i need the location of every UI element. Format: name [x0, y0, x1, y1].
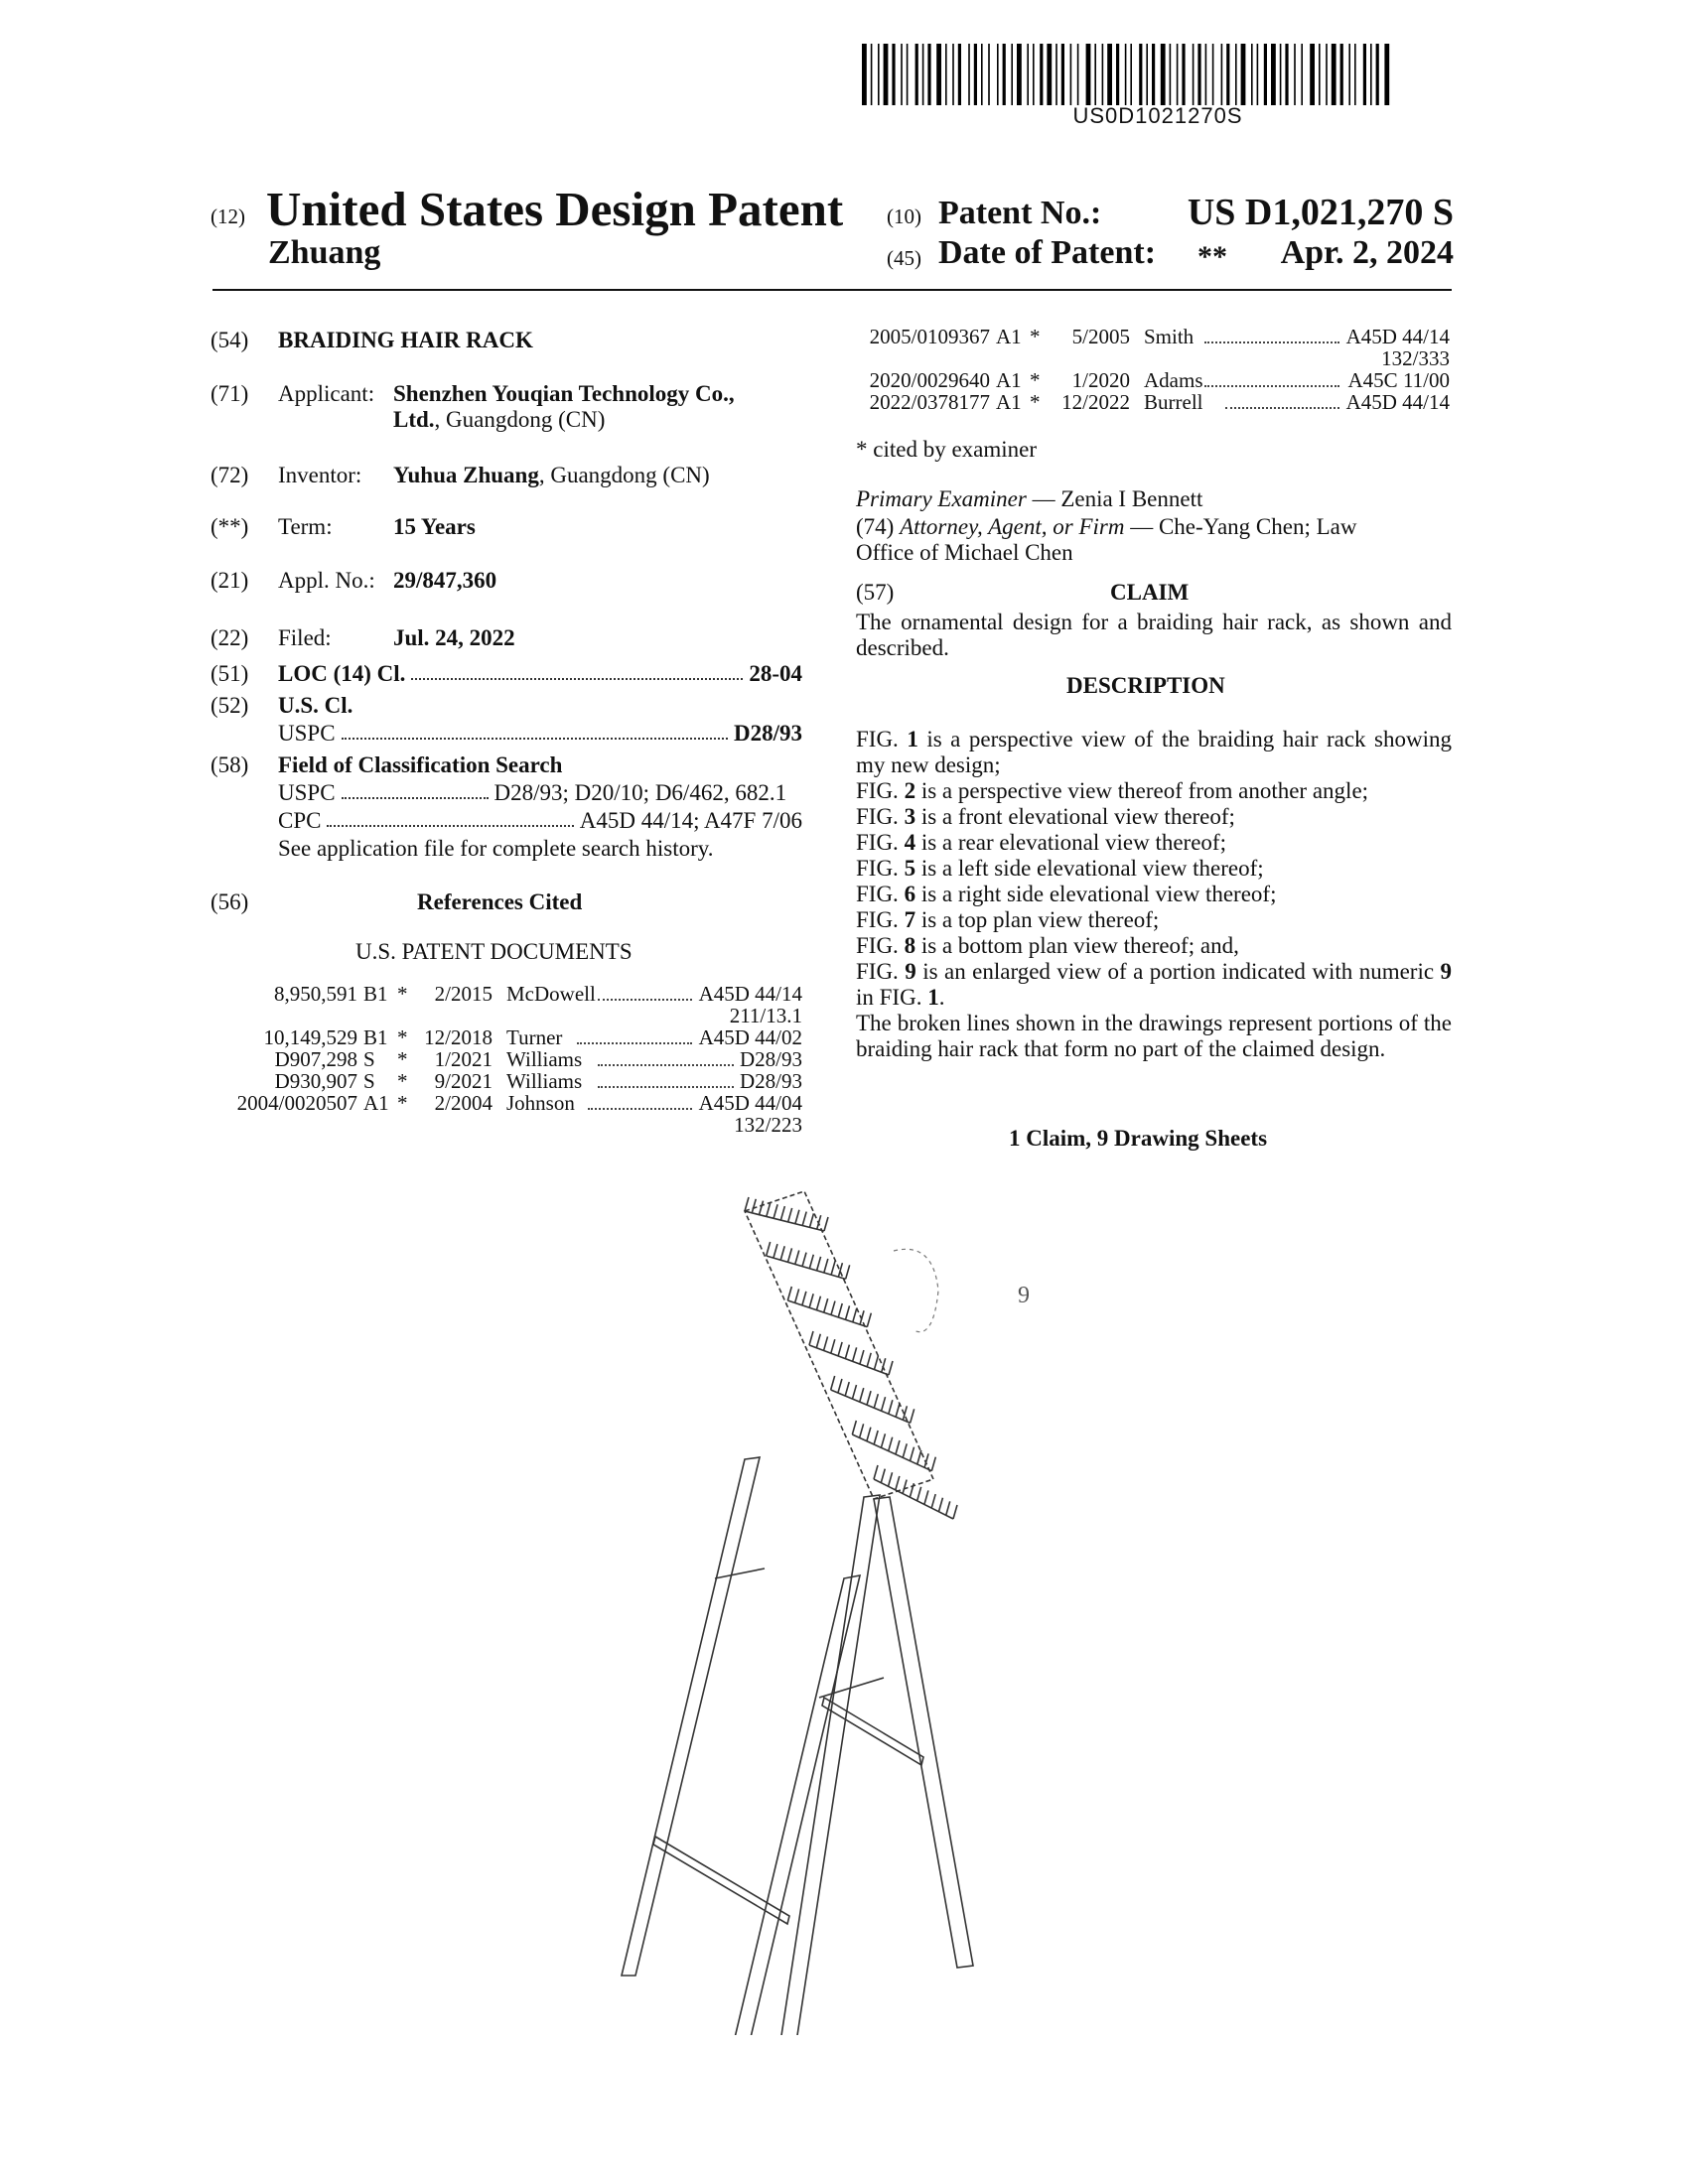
rack-peg: [802, 1292, 806, 1305]
barcode-bar: [907, 44, 909, 105]
reference-kind: S: [363, 1069, 375, 1093]
reference-kind: B1: [363, 1025, 388, 1049]
front-right-leg: [778, 1495, 880, 2035]
reference-date: 1/2020: [1071, 368, 1130, 392]
barcode-bar: [1094, 44, 1096, 105]
reference-secondary-class: 132/333: [1381, 346, 1450, 370]
rack-peg: [953, 1505, 957, 1519]
barcode-bar: [1077, 44, 1079, 105]
reference-name: Williams: [506, 1047, 583, 1071]
barcode-bar: [1257, 44, 1259, 105]
reference-star: *: [1030, 368, 1041, 392]
barcode-bar: [1130, 44, 1132, 105]
us-cl-label: U.S. Cl.: [278, 693, 353, 718]
barcode-bar: [1376, 44, 1379, 105]
barcode-bar: [862, 44, 867, 105]
rack-peg: [896, 1440, 900, 1454]
rack-peg: [881, 1433, 885, 1447]
reference-name: Turner: [506, 1025, 563, 1049]
barcode-bar: [1146, 44, 1148, 105]
reference-date: 1/2021: [434, 1047, 492, 1071]
claims-summary: 1 Claim, 9 Drawing Sheets: [1009, 1126, 1268, 1151]
barcode-bar: [1161, 44, 1166, 105]
rack-peg: [795, 1210, 799, 1224]
barcode-bar: [1182, 44, 1185, 105]
claim-heading: CLAIM: [1110, 580, 1190, 605]
leader-dots: [1204, 326, 1340, 343]
rack-peg: [860, 1424, 864, 1437]
barcode-bar: [1116, 44, 1119, 105]
code-52: (52): [211, 693, 249, 718]
rack-peg: [852, 1421, 856, 1434]
rack-peg: [824, 1217, 828, 1231]
rack-peg: [838, 1379, 842, 1393]
barcode-bar: [915, 44, 918, 105]
rack-peg: [867, 1353, 871, 1367]
reference-date: 12/2018: [424, 1025, 492, 1049]
barcode-bar: [997, 44, 999, 105]
callout-number: 9: [1018, 1283, 1030, 1308]
barcode-bar: [1251, 44, 1253, 105]
applicant-place: , Guangdong (CN): [434, 407, 606, 432]
reference-num: D930,907: [274, 1069, 357, 1093]
reference-star: *: [397, 982, 408, 1006]
rack-peg: [802, 1253, 806, 1267]
reference-secondary-class: 132/223: [734, 1113, 802, 1137]
barcode-bar: [1301, 44, 1303, 105]
rack-peg: [846, 1265, 850, 1279]
rack-peg: [911, 1447, 914, 1461]
barcode-bar: [1033, 44, 1035, 105]
reference-num: 2020/0029640: [869, 368, 990, 392]
reference-num: 2005/0109367: [869, 325, 990, 348]
reference-cls: A45C 11/00: [1347, 368, 1450, 392]
rack-peg: [874, 1356, 878, 1370]
reference-cls: A45D 44/04: [698, 1091, 802, 1115]
rack-peg: [931, 1457, 935, 1471]
reference-name: Burrell: [1144, 390, 1203, 414]
rack-peg: [911, 1409, 914, 1423]
rack-peg: [889, 1472, 893, 1486]
lower-crossbar: [653, 1837, 789, 1924]
rack-peg: [889, 1437, 893, 1451]
barcode-bar: [1177, 44, 1179, 105]
examiner-name: — Zenia I Bennett: [1026, 486, 1203, 511]
title: BRAIDING HAIR RACK: [278, 328, 533, 352]
reference-star: *: [1030, 325, 1041, 348]
barcode-bar: [1264, 44, 1267, 105]
leader-dots: [1225, 391, 1340, 409]
fig-description: FIG. 3 is a front elevational view thereof;: [856, 804, 1235, 829]
code-51: (51): [211, 661, 249, 686]
code-term: (**): [211, 514, 249, 539]
detail-callout-circle: [894, 1249, 938, 1331]
rack-peg: [824, 1259, 828, 1273]
barcode-bar: [958, 44, 961, 105]
code-21: (21): [211, 568, 249, 593]
barcode-bar: [1070, 44, 1072, 105]
barcode-bar: [901, 44, 903, 105]
rack-peg: [824, 1298, 828, 1312]
rack-peg: [838, 1303, 842, 1317]
rack-peg: [881, 1469, 885, 1483]
patent-number: US D1,021,270 S: [1187, 192, 1454, 233]
rack-peg: [946, 1501, 950, 1515]
rack-peg: [910, 1483, 914, 1497]
barcode-bar: [1310, 44, 1315, 105]
inventor-place: , Guangdong (CN): [538, 463, 710, 487]
barcode-bar: [1235, 44, 1237, 105]
patent-date: Apr. 2, 2024: [1280, 234, 1454, 271]
fig-description: FIG. 6 is a right side elevational view thereof;: [856, 882, 1277, 906]
leader-dots: [598, 1048, 734, 1066]
search-uspc-value: D28/93; D20/10; D6/462, 682.1: [493, 780, 787, 805]
barcode-bar: [1285, 44, 1288, 105]
reference-kind: A1: [363, 1091, 389, 1115]
reference-num: 2004/0020507: [236, 1091, 357, 1115]
rack-peg: [780, 1206, 784, 1220]
reference-name: Adams: [1144, 368, 1203, 392]
reference-cls: A45D 44/02: [698, 1025, 802, 1049]
fig-description: FIG. 7 is a top plan view thereof;: [856, 907, 1160, 932]
search-cpc-value: A45D 44/14; A47F 7/06: [579, 808, 802, 833]
barcode-bar: [1061, 44, 1064, 105]
rack-peg: [809, 1255, 813, 1269]
reference-star: *: [397, 1025, 408, 1049]
rack-peg: [931, 1494, 935, 1508]
us-patent-documents-label: U.S. PATENT DOCUMENTS: [355, 939, 633, 964]
search-cpc-label: CPC: [278, 808, 322, 833]
rack-peg: [745, 1197, 749, 1211]
loc-label: LOC (14) Cl.: [278, 661, 406, 686]
barcode-bar: [1319, 44, 1321, 105]
reference-cls: A45D 44/14: [698, 982, 802, 1006]
reference-date: 12/2022: [1061, 390, 1130, 414]
barcode-bar: [1027, 44, 1029, 105]
rack-peg: [903, 1480, 907, 1494]
rack-peg: [831, 1339, 835, 1353]
rack-peg: [809, 1213, 813, 1227]
reference-num: 2022/0378177: [869, 390, 990, 414]
term-value: 15 Years: [393, 514, 476, 539]
fig-1-drawing: [596, 1181, 1092, 2035]
barcode-bar: [1193, 44, 1195, 105]
rack-peg: [795, 1289, 799, 1302]
leader-dots: [342, 780, 489, 799]
search-note: See application file for complete search history.: [278, 836, 714, 861]
barcode-bar: [1226, 44, 1229, 105]
barcode-bar: [884, 44, 889, 105]
rack-peg: [874, 1465, 878, 1479]
leader-dots: [411, 661, 743, 680]
barcode-bar: [1280, 44, 1282, 105]
code-22: (22): [211, 625, 249, 650]
reference-cls: D28/93: [740, 1047, 802, 1071]
rack-peg: [774, 1244, 777, 1258]
rack-peg: [824, 1336, 828, 1350]
claim-text: The ornamental design for a braiding hair rack, as shown and described.: [856, 610, 1452, 660]
reference-name: Smith: [1144, 325, 1195, 348]
description-heading: DESCRIPTION: [1066, 673, 1225, 698]
rack-peg: [809, 1331, 813, 1345]
code-56: (56): [211, 889, 249, 914]
barcode-bar: [952, 44, 954, 105]
reference-num: D907,298: [274, 1047, 357, 1071]
fig-9-description: FIG. 9 is an enlarged view of a portion indicated with numeric 9 in FIG. 1.: [856, 959, 1453, 1010]
barcode-bar: [1205, 44, 1207, 105]
barcode: [862, 44, 1454, 105]
barcode-bar: [945, 44, 947, 105]
barcode-number: US0D1021270S: [1072, 103, 1243, 128]
barcode-bar: [974, 44, 977, 105]
barcode-bar: [892, 44, 895, 105]
rear-left-leg: [622, 1457, 760, 1976]
code-57: (57): [856, 580, 895, 605]
reference-kind: A1: [996, 325, 1022, 348]
search-uspc-label: USPC: [278, 780, 336, 805]
rack-peg: [774, 1204, 777, 1218]
barcode-bar: [922, 44, 924, 105]
fig-description: FIG. 4 is a rear elevational view thereof;: [856, 830, 1226, 855]
rack-peg: [860, 1350, 864, 1364]
barcode-bar: [878, 44, 880, 105]
references-cited-label: References Cited: [417, 889, 583, 914]
barcode-bar: [1152, 44, 1155, 105]
reference-date: 2/2015: [434, 982, 492, 1006]
rack-peg: [802, 1212, 806, 1226]
leader-dots: [577, 1026, 692, 1044]
barcode-bar: [1170, 44, 1172, 105]
rack-peg: [767, 1242, 771, 1256]
appl-no-label: Appl. No.:: [278, 568, 375, 593]
fig-description: FIG. 1 is a perspective view of the braiding hair rack showing my new design;: [856, 727, 1452, 777]
rack-peg: [889, 1361, 893, 1375]
uspc-label: USPC: [278, 721, 336, 746]
barcode-bar: [1354, 44, 1356, 105]
reference-kind: B1: [363, 982, 388, 1006]
rear-crossbar: [822, 1698, 923, 1765]
attorney-label: Attorney, Agent, or Firm: [900, 514, 1125, 539]
reference-star: *: [1030, 390, 1041, 414]
code-71: (71): [211, 381, 249, 406]
barcode-bar: [1384, 44, 1389, 105]
barcode-bar: [1003, 44, 1006, 105]
rack-rails: [745, 1197, 957, 1519]
barcode-bar: [1102, 44, 1104, 105]
reference-cls: D28/93: [740, 1069, 802, 1093]
document-type: United States Design Patent: [266, 182, 844, 236]
barcode-bar: [1011, 44, 1013, 105]
reference-kind: A1: [996, 368, 1022, 392]
rack-peg: [938, 1498, 942, 1512]
rack-peg: [924, 1490, 928, 1504]
rack-peg: [816, 1297, 820, 1310]
reference-name: Williams: [506, 1069, 583, 1093]
rack-peg: [874, 1394, 878, 1408]
rack-peg: [809, 1294, 813, 1307]
barcode-bar: [1017, 44, 1022, 105]
barcode-bar: [1139, 44, 1142, 105]
applicant-name-2: Ltd.: [393, 407, 435, 432]
code-54: (54): [211, 328, 249, 352]
barcode-bar: [1370, 44, 1372, 105]
reference-kind: S: [363, 1047, 375, 1071]
reference-cls: A45D 44/14: [1345, 325, 1450, 348]
reference-star: *: [397, 1069, 408, 1093]
header-rule: [212, 289, 1452, 291]
barcode-bar: [1212, 44, 1214, 105]
applicant-name: Shenzhen Youqian Technology Co.,: [393, 381, 735, 406]
barcode-bar: [1221, 44, 1223, 105]
leader-dots: [598, 983, 692, 1001]
barcode-bar: [927, 44, 930, 105]
reference-date: 9/2021: [434, 1069, 492, 1093]
fig-descriptions: [856, 727, 1452, 1062]
rear-right-leg: [874, 1497, 973, 1968]
rack-peg: [917, 1487, 921, 1501]
reference-star: *: [397, 1047, 408, 1071]
inventor-name: Yuhua Zhuang: [393, 463, 539, 487]
barcode-bar: [1363, 44, 1366, 105]
leader-dots: [1204, 369, 1340, 387]
term-label: Term:: [278, 514, 333, 539]
rack-peg: [816, 1334, 820, 1348]
barcode-bar: [871, 44, 873, 105]
rack-peg: [788, 1208, 792, 1222]
inventor-label: Inventor:: [278, 463, 362, 487]
barcode-bar: [1294, 44, 1296, 105]
field-search-label: Field of Classification Search: [278, 752, 563, 777]
rack-peg: [852, 1385, 856, 1399]
reference-date: 2/2004: [434, 1091, 492, 1115]
loc-value: 28-04: [749, 661, 802, 686]
rack-peg: [787, 1248, 791, 1262]
rack-peg: [896, 1403, 900, 1417]
attorney-line-2: Office of Michael Chen: [856, 540, 1073, 565]
barcode-bar: [936, 44, 941, 105]
rack-peg: [882, 1397, 886, 1411]
barcode-bar: [968, 44, 970, 105]
reference-name: McDowell: [506, 982, 596, 1006]
rack-peg: [896, 1476, 900, 1490]
code-74: (74): [856, 514, 895, 539]
front-left-leg: [719, 1575, 860, 2035]
rack-peg: [787, 1287, 791, 1300]
leader-dots: [598, 1070, 734, 1088]
reference-name: Johnson: [506, 1091, 575, 1115]
reference-date: 5/2005: [1071, 325, 1130, 348]
rack-peg: [917, 1450, 921, 1464]
reference-num: 8,950,591: [274, 982, 357, 1006]
rack-peg: [867, 1428, 871, 1441]
rack-peg: [838, 1342, 842, 1356]
barcode-bar: [1086, 44, 1091, 105]
rack-peg: [853, 1308, 857, 1322]
date-label: Date of Patent:: [938, 234, 1157, 271]
barcode-bar: [1241, 44, 1246, 105]
attorney-line-1: — Che-Yang Chen; Law: [1124, 514, 1357, 539]
patent-no-label: Patent No.:: [938, 195, 1102, 231]
leader-dots: [342, 721, 728, 740]
reference-num: 10,149,529: [263, 1025, 357, 1049]
barcode-bar: [1055, 44, 1057, 105]
leader-dots: [327, 808, 573, 827]
code-45: (45): [887, 246, 921, 270]
reference-kind: A1: [996, 390, 1022, 414]
rack-peg: [752, 1199, 756, 1213]
reference-star: *: [397, 1091, 408, 1115]
barcode-bar: [1047, 44, 1052, 105]
rack-peg: [831, 1301, 835, 1315]
barcode-bar: [1271, 44, 1276, 105]
rack-peg: [760, 1201, 764, 1215]
code-10: (10): [887, 205, 921, 228]
rack-peg: [845, 1382, 849, 1396]
appl-no-value: 29/847,360: [393, 568, 497, 593]
rack-peg: [903, 1443, 907, 1457]
rack-peg: [860, 1388, 864, 1402]
code-12: (12): [211, 205, 245, 228]
rack-peg: [867, 1391, 871, 1405]
barcode-bar: [988, 44, 990, 105]
rack-peg: [780, 1246, 784, 1260]
fig-description: FIG. 5 is a left side elevational view thereof;: [856, 856, 1264, 881]
code-72: (72): [211, 463, 249, 487]
barcode-bar: [1348, 44, 1350, 105]
reference-cls: A45D 44/14: [1345, 390, 1450, 414]
barcode-bar: [1332, 44, 1336, 105]
rack-panel-outline: [745, 1191, 933, 1499]
barcode-bar: [981, 44, 983, 105]
rack-peg: [845, 1345, 849, 1359]
barcode-bar: [1197, 44, 1200, 105]
filed-label: Filed:: [278, 625, 332, 650]
rack-peg: [846, 1305, 850, 1319]
rack-peg: [853, 1347, 857, 1361]
filed-value: Jul. 24, 2022: [393, 625, 515, 650]
barcode-bar: [1340, 44, 1343, 105]
rack-peg: [767, 1202, 771, 1216]
examiner-label: Primary Examiner: [856, 486, 1027, 511]
uspc-value: D28/93: [734, 721, 802, 746]
barcode-bar: [1107, 44, 1112, 105]
broken-lines-note: The broken lines shown in the drawings represent portions of the braiding hair rack that form no part of the claimed design.: [856, 1011, 1452, 1061]
rack-peg: [831, 1261, 835, 1275]
fig-description: FIG. 8 is a bottom plan view thereof; and,: [856, 933, 1239, 958]
applicant-label: Applicant:: [278, 381, 375, 406]
reference-secondary-class: 211/13.1: [729, 1004, 802, 1027]
date-star: **: [1197, 240, 1227, 273]
rack-peg: [874, 1431, 878, 1444]
barcode-bar: [1040, 44, 1043, 105]
left-brace: [715, 1569, 765, 1578]
rack-peg: [831, 1376, 835, 1390]
barcode-bar: [1125, 44, 1127, 105]
code-58: (58): [211, 752, 249, 777]
rack-peg: [817, 1257, 821, 1271]
leader-dots: [588, 1092, 693, 1110]
fig-description: FIG. 2 is a perspective view thereof from another angle;: [856, 778, 1369, 803]
barcode-bar: [1326, 44, 1328, 105]
inventor-surname: Zhuang: [268, 234, 381, 271]
rack-peg: [889, 1400, 893, 1414]
rack-peg: [867, 1313, 871, 1327]
cited-note: * cited by examiner: [856, 437, 1038, 462]
rack-peg: [795, 1250, 799, 1264]
